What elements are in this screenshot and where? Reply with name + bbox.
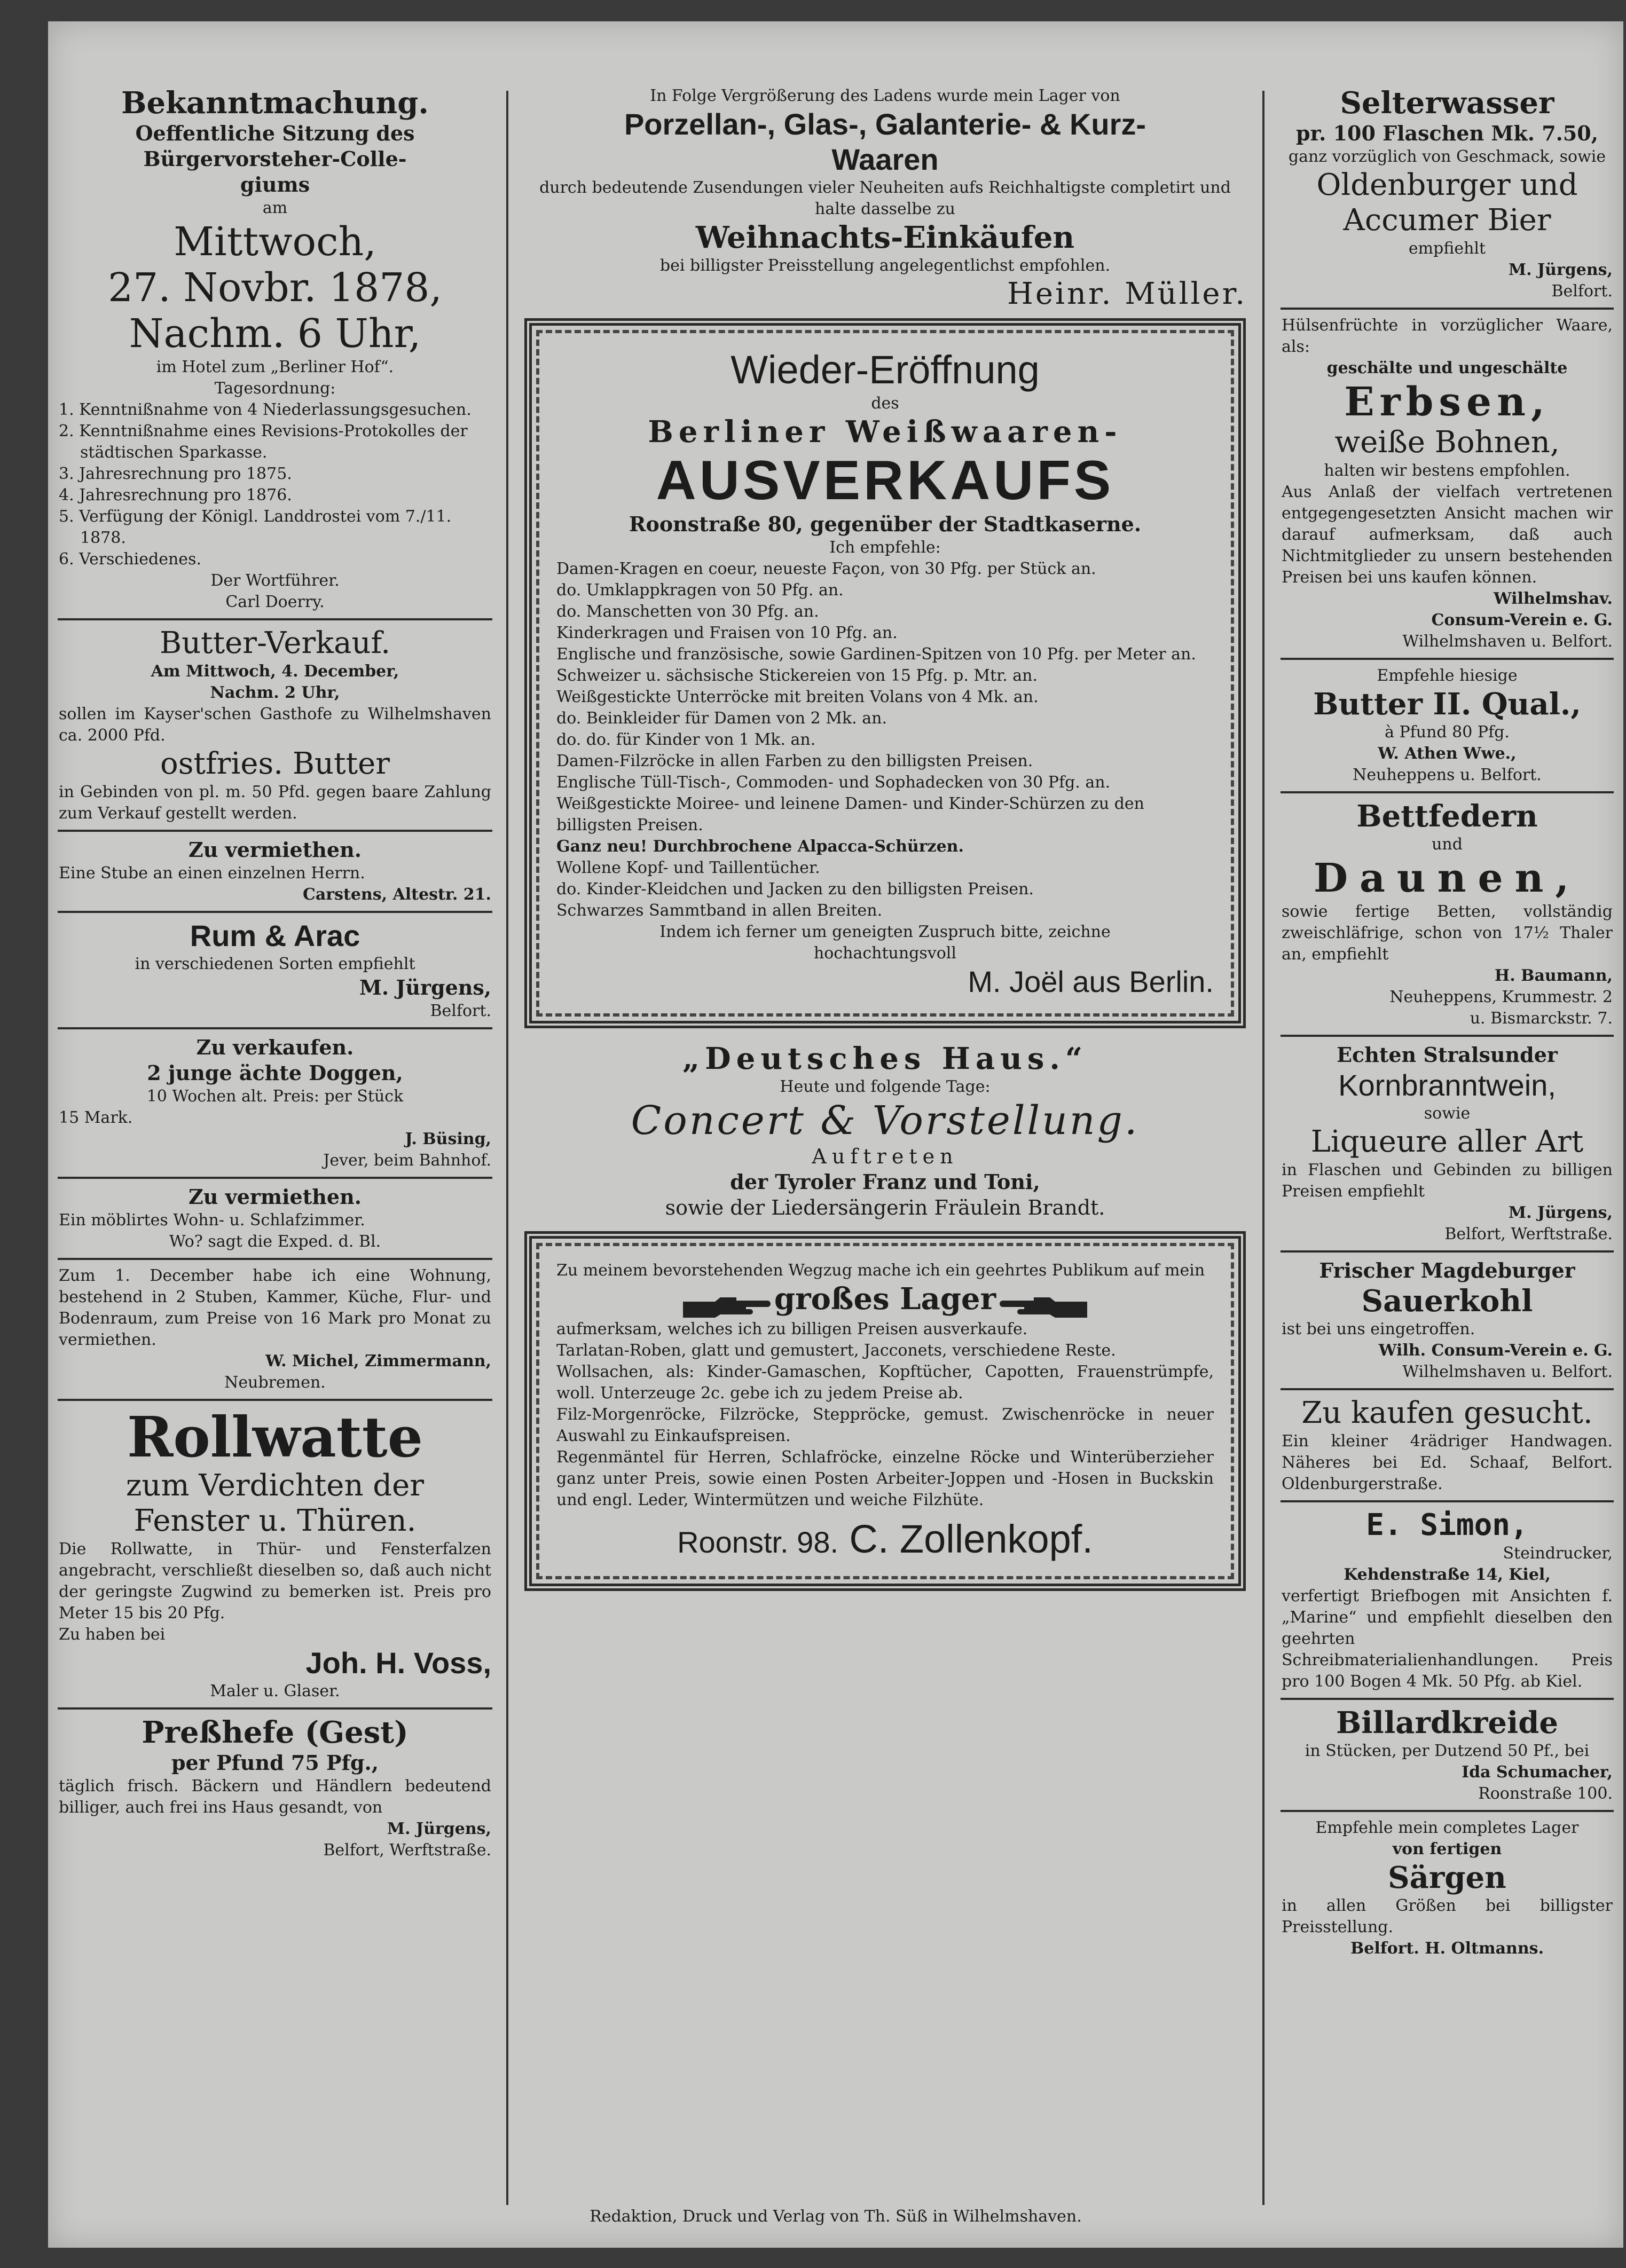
left-column (48, 21, 502, 2248)
text: der Tyroler Franz und Toni, (730, 1170, 1040, 1194)
text: im Hotel zum „Berliner Hof“. (156, 358, 394, 376)
text: Der Wortführer. (210, 571, 340, 590)
ad-wohnung (59, 1265, 491, 1393)
text: In Folge Vergrößerung des Ladens wurde mein Lager von (650, 86, 1120, 105)
divider (1281, 1500, 1614, 1502)
list-item: do. Manschetten von 30 Pfg. an. (556, 602, 819, 621)
heading: Echten Stralsunder (1337, 1043, 1558, 1067)
list-item: 2. Kenntnißnahme eines Revisions-Protokolles der städtischen Sparkasse. (59, 422, 468, 462)
text: Belfort, Werftstraße. (1444, 1225, 1613, 1243)
heading: Butter-Verkauf. (159, 626, 391, 660)
imprint-footer: Redaktion, Druck und Verlag von Th. Süß in Wilhelmshaven. (590, 2207, 1082, 2226)
text: Steindrucker, (1503, 1544, 1613, 1563)
ad-wieder-eroeffnung-frame (524, 318, 1246, 1028)
heading: weiße Bohnen, (1334, 425, 1560, 460)
ad-presshefe (59, 1715, 491, 1861)
text: in verschiedenen Sorten empfiehlt (135, 955, 415, 973)
text: in allen Größen bei billigster Preisstellung. (1282, 1896, 1613, 1936)
middle-column (513, 21, 1258, 2248)
ad-billardkreide (1282, 1705, 1613, 1805)
list-item: 4. Jahresrechnung pro 1876. (59, 486, 292, 505)
text: Tagesordnung: (214, 379, 336, 398)
heading: Daunen, (1313, 855, 1581, 901)
text: ganz vorzüglich von Geschmack, sowie (1288, 147, 1606, 166)
text: Heute und folgende Tage: (780, 1077, 991, 1096)
signature: Joh. H. Voss, (305, 1646, 491, 1680)
divider (58, 1707, 492, 1710)
ad-e-simon (1282, 1508, 1613, 1692)
signature: M. Jürgens, (1508, 1203, 1613, 1222)
heading: Fenster u. Thüren. (133, 1503, 417, 1538)
heading: Butter II. Qual., (1313, 687, 1581, 722)
text: u. Bismarckstr. 7. (1470, 1009, 1613, 1028)
heading: Weihnachts-Einkäufen (695, 220, 1075, 255)
divider (1281, 1250, 1614, 1253)
text: Auftreten (812, 1145, 959, 1168)
signature: J. Büsing, (405, 1130, 491, 1148)
heading: Preßhefe (Gest) (142, 1715, 409, 1750)
ad-sauerkohl (1282, 1258, 1613, 1383)
heading: Selterwasser (1340, 85, 1554, 121)
address: Roonstr. 98. (677, 1525, 839, 1559)
signature: M. Jürgens, (1508, 261, 1613, 279)
list-item: Schweizer u. sächsische Stickereien von 15 Pfg. p. Mtr. an. (556, 666, 1038, 685)
text: Regenmäntel für Herren, Schlafröcke, einzelne Röcke und Winterüberzieher ganz unter Preis, sowie einen Posten Arbeiter-Joppen und -Hosen in Buckskin und engl. Leder, Wintermützen und weiche Filzhüte. (556, 1447, 1214, 1509)
text: durch bedeutende Zusendungen vieler Neuheiten aufs Reichhaltigste completirt und halte dasselbe zu (539, 178, 1231, 218)
text: sowie (1424, 1104, 1471, 1123)
list-item: do. Kinder-Kleidchen und Jacken zu den billigsten Preisen. (556, 880, 1034, 899)
ad-butter-qual (1282, 665, 1613, 786)
list-item: Weißgestickte Unterröcke mit breiten Volans von 4 Mk. an. (556, 688, 1039, 706)
divider (58, 911, 492, 913)
text: Empfehle hiesige (1377, 666, 1518, 685)
ad-bettfedern (1282, 799, 1613, 1029)
text: Ein möblirtes Wohn- u. Schlafzimmer. (59, 1211, 365, 1230)
signature: C. Zollenkopf. (849, 1516, 1093, 1561)
ad-kornbranntwein (1282, 1042, 1613, 1245)
heading: Frischer Magdeburger (1319, 1258, 1575, 1282)
text: Am Mittwoch, 4. December, (151, 662, 399, 681)
list-item: Wollene Kopf- und Taillentücher. (556, 859, 820, 877)
ad-zu-vermiethen-2 (59, 1184, 491, 1253)
text: Nachm. 2 Uhr, (210, 683, 340, 702)
ad-saergen (1282, 1817, 1613, 1959)
heading: ostfries. Butter (160, 746, 390, 781)
list-item: do. do. für Kinder von 1 Mk. an. (556, 730, 816, 749)
signature: Carstens, Altestr. 21. (302, 885, 491, 904)
signature: M. Joël aus Berlin. (968, 965, 1214, 998)
signature: W. Athen Wwe., (1378, 744, 1517, 763)
heading: Zu kaufen gesucht. (1301, 1396, 1593, 1430)
text: Wollsachen, als: Kinder-Gamaschen, Kopftücher, Capotten, Frauenstrümpfe, woll. Unterzeuge 2c. gebe ich zu jedem Preise ab. (556, 1362, 1214, 1403)
heading: großes Lager (774, 1281, 996, 1317)
text: Kehdenstraße 14, Kiel, (1344, 1565, 1551, 1584)
ad-zu-vermiethen-1 (59, 837, 491, 905)
ad-zollenkopf-frame (524, 1231, 1246, 1591)
text: à Pfund 80 Pfg. (1385, 723, 1510, 742)
text: Neubremen. (224, 1373, 326, 1392)
text: aufmerksam, welches ich zu billigen Preisen ausverkaufe. (556, 1319, 1028, 1338)
text: ist bei uns eingetroffen. (1282, 1320, 1475, 1338)
divider (1281, 1388, 1614, 1390)
heading: AUSVERKAUFS (656, 450, 1114, 511)
signature: Ida Schumacher, (1462, 1763, 1613, 1782)
signature-line (556, 1516, 1214, 1562)
ad-rollwatte (59, 1406, 491, 1702)
heading: „Deutsches Haus.“ (682, 1041, 1088, 1076)
text: Ich empfehle: (829, 538, 941, 557)
text: Wilhelmshaven u. Belfort. (1402, 632, 1613, 651)
heading: Concert & Vorstellung. (631, 1098, 1140, 1144)
column-rule (1262, 91, 1264, 2205)
text: Zu meinem bevorstehenden Wegzug mache ich ein geehrtes Publikum auf mein (556, 1261, 1205, 1280)
list-item: 6. Verschiedenes. (59, 550, 201, 569)
list-item: Ganz neu! Durchbrochene Alpacca-Schürzen. (556, 837, 964, 856)
heading: Bekanntmachung. (121, 85, 429, 121)
heading: Wieder-Eröffnung (730, 348, 1040, 392)
text: Filz-Morgenröcke, Filzröcke, Steppröcke, gemust. Zwischenröcke in neuer Auswahl zu Einkaufspreisen. (556, 1405, 1214, 1445)
text: Indem ich ferner um geneigten Zuspruch bitte, zeichne (659, 923, 1111, 941)
text: Hülsenfrüchte in vorzüglicher Waare, als: (1282, 316, 1613, 356)
text: Zu haben bei (59, 1625, 166, 1644)
right-column (1271, 21, 1623, 2248)
signature: H. Baumann, (1494, 966, 1613, 985)
text: Empfehle mein completes Lager (1315, 1818, 1579, 1837)
text: Aus Anlaß der vielfach vertretenen entgegengesetzten Ansicht machen wir darauf aufmerksam, daß auch Nichtmitglieder zu unsern bestehenden Preisen bei uns kaufen können. (1282, 483, 1613, 587)
text: am (262, 199, 288, 217)
text: Tarlatan-Roben, glatt und gemustert, Jacconets, verschiedene Reste. (556, 1341, 1116, 1360)
text: per Pfund 75 Pfg., (171, 1751, 379, 1775)
list-item: Kinderkragen und Fraisen von 10 Pfg. an. (556, 624, 898, 642)
text: Maler u. Glaser. (210, 1682, 340, 1700)
text: Belfort. (430, 1002, 491, 1020)
text: Zum 1. December habe ich eine Wohnung, bestehend in 2 Stuben, Kammer, Küche, Flur- und Bodenraum, zum Preise von 16 Mark pro Monat zu vermiethen. (59, 1266, 491, 1349)
divider (58, 830, 492, 832)
heading: Sauerkohl (1361, 1283, 1533, 1319)
heading: Zu verkaufen. (196, 1035, 354, 1059)
ad-zu-kaufen-gesucht (1282, 1396, 1613, 1495)
list-item: Weißgestickte Moiree- und leinene Damen- und Kinder-Schürzen zu den billigsten Preisen. (556, 794, 1144, 834)
text: sowie der Liedersängerin Fräulein Brandt. (665, 1196, 1105, 1219)
newspaper-page (48, 21, 1623, 2248)
ad-deutsches-haus (523, 1041, 1247, 1220)
divider (1281, 308, 1614, 310)
ad-heinr-mueller (523, 85, 1247, 312)
divider (58, 1027, 492, 1029)
text: verfertigt Briefbogen mit Ansichten f. „Marine“ und empfiehlt dieselben den geehrten Schreibmaterialienhandlungen. Preis pro 100 Bogen 4 Mk. 50 Pfg. ab Kiel. (1282, 1587, 1613, 1691)
divider (58, 1177, 492, 1179)
text: bei billigster Preisstellung angelegentlichst empfohlen. (659, 256, 1111, 275)
heading: Kornbranntwein, (1338, 1068, 1556, 1102)
text: geschälte und ungeschälte (1326, 359, 1568, 377)
signature: Wilh. Consum-Verein e. G. (1378, 1341, 1613, 1360)
text: Die Rollwatte, in Thür- und Fensterfalzen angebracht, verschließt dieselben so, daß auch nicht der geringste Zugwind zu bemerken ist. Preis pro Meter 15 bis 20 Pfg. (59, 1540, 491, 1623)
heading: Rollwatte (127, 1404, 423, 1470)
ad-zu-verkaufen (59, 1035, 491, 1171)
heading: Oldenburger und (1316, 168, 1578, 202)
signature: Heinr. Müller. (1007, 277, 1247, 311)
heading: Erbsen, (1344, 379, 1550, 425)
text: Neuheppens u. Belfort. (1353, 766, 1542, 784)
heading: 27. Novbr. 1878, (108, 265, 442, 311)
list-item: do. Beinkleider für Damen von 2 Mk. an. (556, 709, 887, 728)
pointing-hand-left-icon (999, 1295, 1089, 1319)
text: in Flaschen und Gebinden zu billigen Preisen empfiehlt (1282, 1161, 1613, 1201)
list-item: Damen-Filzröcke in allen Farben zu den billigsten Preisen. (556, 752, 1033, 770)
text: hochachtungsvoll (813, 944, 956, 963)
ad-huelsenfruechte (1282, 315, 1613, 652)
ad-butter-verkauf (59, 626, 491, 824)
address: Roonstraße 80, gegenüber der Stadtkaserne. (629, 512, 1142, 536)
divider (1281, 1810, 1614, 1812)
list-item: Englische Tüll-Tisch-, Commoden- und Sophadecken von 30 Pfg. an. (556, 773, 1111, 792)
list-item: 5. Verfügung der Königl. Landdrostei vom 7./11. 1878. (59, 507, 452, 547)
list-item: 3. Jahresrechnung pro 1875. (59, 464, 292, 483)
text: Roonstraße 100. (1478, 1784, 1613, 1803)
list-item: Schwarzes Sammtband in allen Breiten. (556, 901, 883, 920)
pointing-hand-right-icon (681, 1295, 772, 1319)
ad-selterwasser (1282, 85, 1613, 302)
text: und (1432, 835, 1463, 854)
divider (1281, 1698, 1614, 1700)
signature: M. Jürgens, (387, 1820, 491, 1838)
heading: Liqueure aller Art (1310, 1124, 1584, 1159)
text: in Stücken, per Dutzend 50 Pf., bei (1305, 1742, 1590, 1760)
text: Wo? sagt die Exped. d. Bl. (169, 1232, 381, 1251)
text: Belfort. (1551, 282, 1613, 301)
ad-bekanntmachung (59, 85, 491, 613)
text: Wilhelmshaven u. Belfort. (1402, 1363, 1613, 1381)
heading: E. Simon, (1366, 1508, 1528, 1542)
subheading: giums (240, 172, 310, 196)
text: empfiehlt (1408, 239, 1486, 258)
heading: Rum & Arac (190, 919, 360, 952)
ad-rum-arac (59, 918, 491, 1022)
text: Eine Stube an einen einzelnen Herrn. (59, 864, 365, 883)
list-item: 1. Kenntnißnahme von 4 Niederlassungsgesuchen. (59, 400, 472, 419)
divider (1281, 658, 1614, 660)
text: in Gebinden von pl. m. 50 Pfd. gegen baare Zahlung zum Verkauf gestellt werden. (59, 783, 491, 823)
signature: Wilhelmshav. (1494, 589, 1613, 608)
divider (58, 618, 492, 620)
heading: Billardkreide (1336, 1705, 1559, 1741)
text: sollen im Kayser'schen Gasthofe zu Wilhelmshaven ca. 2000 Pfd. (59, 705, 491, 745)
list-item: Englische und französische, sowie Gardinen-Spitzen von 10 Pfg. per Meter an. (556, 645, 1196, 664)
signature: Belfort. H. Oltmanns. (1350, 1939, 1544, 1958)
list-item: do. Umklappkragen von 50 Pfg. an. (556, 581, 844, 600)
text: täglich frisch. Bäckern und Händlern bedeutend billiger, auch frei ins Haus gesandt, von (59, 1777, 491, 1817)
signature: M. Jürgens, (359, 975, 491, 999)
column-rule (506, 91, 508, 2205)
text: von fertigen (1392, 1840, 1502, 1858)
text: sowie fertige Betten, vollständig zweischläfrige, schon von 17½ Thaler an, empfiehlt (1282, 902, 1613, 964)
heading: Särgen (1388, 1860, 1506, 1895)
heading: Nachm. 6 Uhr, (129, 311, 421, 357)
heading: Accumer Bier (1343, 203, 1551, 238)
heading: zum Verdichten der (125, 1468, 425, 1503)
text: Belfort, Werftstraße. (323, 1841, 491, 1860)
text: 2 junge ächte Doggen, (147, 1061, 403, 1085)
heading: Porzellan-, Glas-, Galanterie- & Kurz- (624, 107, 1146, 141)
text: Carl Doerry. (225, 593, 325, 611)
heading: Mittwoch, (174, 219, 376, 265)
heading: Zu vermiethen. (188, 1185, 362, 1209)
text: halten wir bestens empfohlen. (1324, 461, 1570, 480)
text: 10 Wochen alt. Preis: per Stück (146, 1087, 404, 1106)
heading: Zu vermiethen. (188, 838, 362, 862)
heading: Berliner Weißwaaren- (648, 414, 1122, 450)
text: Ein kleiner 4rädriger Handwagen. Näheres bei Ed. Schaaf, Belfort. Oldenburgerstraße. (1282, 1432, 1613, 1493)
heading: Waaren (831, 143, 939, 176)
subheading: Bürgervorsteher-Colle- (143, 147, 407, 171)
text: des (871, 394, 899, 413)
text: Neuheppens, Krummestr. 2 (1389, 988, 1613, 1006)
text: Jever, beim Bahnhof. (323, 1151, 491, 1170)
divider (58, 1399, 492, 1401)
divider (1281, 1035, 1614, 1037)
divider (58, 1258, 492, 1260)
lager-line (556, 1281, 1214, 1319)
heading: Bettfedern (1356, 799, 1538, 834)
list-item: Damen-Kragen en coeur, neueste Façon, von 30 Pfg. per Stück an. (556, 560, 1096, 578)
signature: W. Michel, Zimmermann, (265, 1352, 491, 1371)
divider (1281, 791, 1614, 793)
text: 15 Mark. (59, 1108, 133, 1127)
subheading: Oeffentliche Sitzung des (135, 121, 415, 145)
text: pr. 100 Flaschen Mk. 7.50, (1296, 121, 1598, 145)
signature: Consum-Verein e. G. (1431, 611, 1613, 629)
